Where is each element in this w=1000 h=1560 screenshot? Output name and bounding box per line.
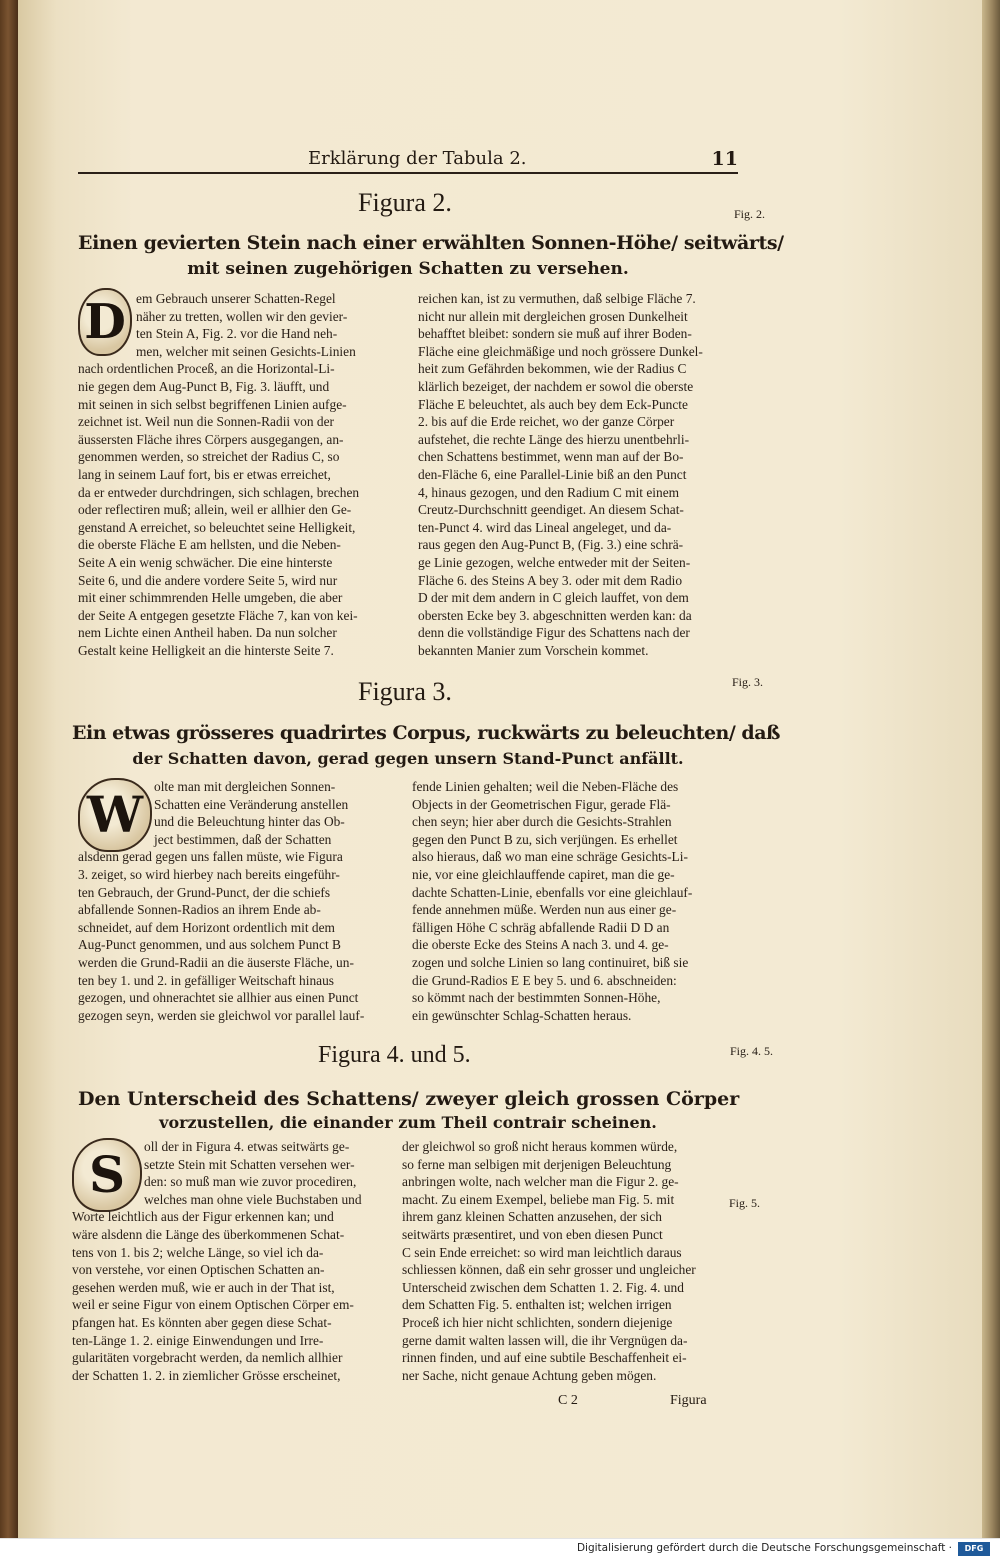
- footer-credit-text: Digitalisierung gefördert durch die Deutsche Forschungsgemeinschaft ·: [576, 1542, 952, 1554]
- text-line: Seite A ein wenig schwächer. Die eine hinterste: [78, 554, 333, 570]
- decorated-initial-d: D: [78, 288, 132, 356]
- text-line: ten Gebrauch, der Grund-Punct, der die schiefs: [78, 884, 331, 900]
- text-line: olte man mit dergleichen Sonnen-: [154, 779, 336, 794]
- text-line: näher zu tretten, wollen wir den gevier-: [136, 308, 348, 324]
- text-line: ihrem ganz kleinen Schatten anzusehen, der sich: [402, 1209, 662, 1225]
- text-line: Fläche E beleuchtet, als auch bey dem Eck-Puncte: [418, 396, 688, 412]
- decorated-initial-w: W: [78, 778, 152, 852]
- text-line: ge Linie gezogen, welche entweder mit der Seiten-: [418, 554, 691, 570]
- text-line: men, welcher mit seinen Gesichts-Linien: [136, 343, 356, 359]
- text-line: Schatten eine Veränderung anstellen: [154, 796, 349, 812]
- text-line: die oberste Fläche E am hellsten, und die Neben-: [78, 537, 341, 553]
- text-line: genstand A erreichet, so beleuchtet seine Helligkeit,: [78, 519, 356, 535]
- text-line: Seite 6, und die andere vordere Seite 5, wird nur: [78, 572, 338, 588]
- text-line: tens von 1. bis 2; welche Länge, so viel ich da-: [72, 1244, 324, 1260]
- book-spine-edge: [0, 0, 18, 1538]
- text-line: ner Sache, nicht genaue Achtung geben mögen.: [402, 1367, 657, 1383]
- text-line: nie gegen dem Aug-Punct B, Fig. 3. läufft, und: [78, 378, 330, 394]
- text-column-left: [72, 1138, 394, 1384]
- digitization-footer: [0, 1538, 1000, 1560]
- text-line: mit einer schimmrenden Helle umgeben, die aber: [78, 590, 343, 606]
- section-heading-figura-4-5: Figura 4. und 5.: [318, 1042, 471, 1068]
- text-line: die oberste Ecke des Steins A nach 3. und 4. ge-: [412, 937, 669, 953]
- text-line: rinnen finden, und auf eine subtile Beschaffenheit ei-: [402, 1350, 687, 1366]
- margin-note-fig-5: Fig. 5.: [729, 1196, 761, 1210]
- text-line: ten-Punct 4. wird das Lineal angeleget, und da-: [418, 519, 672, 535]
- text-line: zogen und solche Linien so lang continuiret, biß sie: [412, 954, 689, 970]
- text-line: den: so muß man wie zuvor procediren,: [144, 1174, 357, 1190]
- text-line: nem Lichte einen Antheil haben. Da nun solcher: [78, 625, 337, 641]
- text-line: gezogen seyn, werden sie gleichwol vor parallel lauf-: [78, 1007, 365, 1023]
- text-line: 3. zeiget, so wird hierbey nach bereits eingeführ-: [78, 866, 340, 882]
- catchword: Figura: [670, 1393, 707, 1408]
- text-line: schliessen können, daß ein sehr grosser und ungleicher: [402, 1262, 696, 1278]
- section-title-line-2: vorzustellen, die einander zum Theil contrair scheinen.: [159, 1113, 657, 1132]
- running-header: [78, 146, 738, 174]
- text-line: wäre alsdenn die Länge des überkommenen Schat-: [72, 1226, 345, 1242]
- section-title-line-2: mit seinen zugehörigen Schatten zu versehen.: [187, 259, 629, 279]
- section-title-line-1: Den Unterscheid des Schattens/ zweyer gleich grossen Cörper: [78, 1088, 740, 1110]
- text-line: denn die vollständige Figur des Schattens nach der: [418, 625, 690, 641]
- text-column-right: [412, 778, 736, 1024]
- text-line: behafftet bleibet: sondern sie muß auf ihrer Boden-: [418, 326, 692, 342]
- text-line: oll der in Figura 4. etwas seitwärts ge-: [144, 1139, 350, 1154]
- text-line: nicht nur allein mit dergleichen grosen Dunkelheit: [418, 308, 688, 324]
- text-line: die Grund-Radios E E bey 5. und 6. abschneiden:: [412, 972, 677, 988]
- text-line: so ferne man selbigen mit derjenigen Beleuchtung: [402, 1156, 672, 1172]
- text-line: Creutz-Durchschnitt geendiget. An diesem Schat-: [418, 502, 684, 518]
- text-line: also hieraus, daß wo man eine schräge Gesichts-Li-: [412, 849, 688, 865]
- section-title-line-1: Einen gevierten Stein nach einer erwählten Sonnen-Höhe/ seitwärts/: [78, 232, 784, 254]
- text-line: werden die Grund-Radii an die äuserste Fläche, un-: [78, 954, 354, 970]
- margin-note-fig-4-5: Fig. 4. 5.: [730, 1044, 774, 1058]
- text-line: ject bestimmen, daß der Schatten: [154, 831, 332, 847]
- text-line: raus gegen den Aug-Punct B, (Fig. 3.) eine schrä-: [418, 537, 684, 553]
- text-line: ten bey 1. und 2. in gefälliger Weitschaft hinaus: [78, 972, 335, 988]
- text-line: oder reflectiren muß; allein, weil er allhier den Ge-: [78, 502, 352, 518]
- text-line: gesehen werden muß, wie er auch in der That ist,: [72, 1279, 335, 1295]
- text-line: von verstehe, vor einen Optischen Schatten an-: [72, 1262, 325, 1278]
- text-line: dem Schatten Fig. 5. enthalten ist; welchen irrigen: [402, 1297, 672, 1313]
- text-line: abfallende Sonnen-Radios an ihrem Ende ab-: [78, 902, 321, 918]
- text-line: 2. bis auf die Erde reichet, wo der ganze Cörper: [418, 414, 675, 430]
- page-fore-edge: [982, 0, 1000, 1538]
- text-line: welches man ohne viele Buchstaben und: [144, 1191, 362, 1207]
- text-line: chen Schattens bestimmet, wenn man auf der Bo-: [418, 449, 684, 465]
- text-line: da er entweder durchdringen, sich schlagen, brechen: [78, 484, 360, 500]
- text-line: em Gebrauch unserer Schatten-Regel: [136, 291, 336, 306]
- text-line: gerne damit walten lassen will, die ihr Vergnügen da-: [402, 1332, 688, 1348]
- dfg-logo: DFG: [958, 1542, 990, 1556]
- text-line: bekannten Manier zum Vorschein kommet.: [418, 642, 649, 658]
- text-line: lang in seinem Lauf fort, bis er etwas erreichet,: [78, 466, 331, 482]
- text-line: fälligen Höhe C schräg abfallende Radii D D an: [412, 919, 670, 935]
- text-line: obersten Ecke bey 3. abgeschnitten werden kan: da: [418, 607, 692, 623]
- text-line: nach ordentlichen Proceß, an die Horizontal-Li-: [78, 361, 335, 377]
- text-line: aufstehet, die rechte Länge des hierzu unentbehrli-: [418, 431, 690, 447]
- section-heading-figura-2: Figura 2.: [358, 188, 452, 217]
- text-line: Fläche eine gleichmäßige und noch grössere Dunkel-: [418, 343, 703, 359]
- text-line: weil er seine Figur von einem Optischen Cörper em-: [72, 1297, 354, 1313]
- section-heading-figura-3: Figura 3.: [358, 677, 452, 706]
- text-line: heit zum Gefährden bekommen, wie der Radius C: [418, 361, 687, 377]
- text-line: gegen den Punct B zu, sich verjüngen. Es erhellet: [412, 831, 678, 847]
- text-line: gezogen, und ohnerachtet sie allhier aus einen Punct: [78, 990, 359, 1006]
- text-line: Objects in der Geometrischen Figur, gerade Flä-: [412, 796, 671, 812]
- text-line: setzte Stein mit Schatten versehen wer-: [144, 1156, 355, 1172]
- text-line: seitwärts præsentiret, und von eben diesen Punct: [402, 1226, 663, 1242]
- text-column-left: [78, 290, 396, 659]
- text-line: 4, hinaus gezogen, und den Radium C mit einem: [418, 484, 680, 500]
- text-line: äussersten Fläche ihres Cörpers ausgegangen, an-: [78, 431, 344, 447]
- text-line: Unterscheid zwischen dem Schatten 1. 2. Fig. 4. und: [402, 1279, 684, 1295]
- section-title-line-1: Ein etwas grösseres quadrirtes Corpus, ruckwärts zu beleuchten/ daß: [72, 722, 780, 744]
- text-line: der Schatten 1. 2. in ziemlicher Grösse erscheinet,: [72, 1367, 341, 1383]
- text-line: und die Beleuchtung hinter das Ob-: [154, 814, 345, 830]
- signature-mark: C 2: [558, 1393, 578, 1408]
- margin-note-fig-3: Fig. 3.: [732, 675, 764, 689]
- text-line: fende annehmen müße. Werden nun aus einer ge-: [412, 902, 677, 918]
- text-column-right: [402, 1138, 728, 1384]
- text-line: alsdenn gerad gegen uns fallen müste, wie Figura: [78, 849, 343, 865]
- text-line: Proceß ich hier nicht schlichten, sondern diejenige: [402, 1314, 673, 1330]
- text-line: ten-Länge 1. 2. einige Einwendungen und Irre-: [72, 1332, 324, 1348]
- section-title-line-2: der Schatten davon, gerad gegen unsern Stand-Punct anfällt.: [132, 749, 684, 768]
- text-line: Fläche 6. des Steins A bey 3. oder mit dem Radio: [418, 572, 683, 588]
- text-line: nie, vor eine gleichlauffende capiret, man die ge-: [412, 866, 675, 882]
- text-line: macht. Zu einem Exempel, beliebe man Fig. 5. mit: [402, 1191, 675, 1207]
- text-line: gularitäten vorgebracht werden, da nemlich allhier: [72, 1350, 343, 1366]
- text-line: ein gewünschter Schlag-Schatten heraus.: [412, 1007, 632, 1023]
- text-line: Worte leichtlich aus der Figur erkennen kan; und: [72, 1209, 334, 1225]
- page-number: 11: [711, 148, 738, 170]
- text-line: der gleichwol so groß nicht heraus kommen würde,: [402, 1139, 678, 1154]
- text-line: genommen werden, so streichet der Radius C, so: [78, 449, 340, 465]
- text-line: reichen kan, ist zu vermuthen, daß selbige Fläche 7.: [418, 291, 696, 306]
- margin-note-fig-2: Fig. 2.: [734, 207, 766, 221]
- text-column-right: [418, 290, 736, 659]
- text-line: Aug-Punct genommen, und aus solchem Punct B: [78, 937, 341, 953]
- text-line: so kömmt nach der bestimmten Sonnen-Höhe,: [412, 990, 661, 1006]
- text-line: C sein Ende erreichet: so wird man leichtlich daraus: [402, 1244, 682, 1260]
- text-line: der Seite A entgegen gesetzte Fläche 7, kan von kei-: [78, 607, 358, 623]
- decorated-initial-s: S: [72, 1138, 142, 1212]
- text-line: schneidet, auf dem Horizont ordentlich mit dem: [78, 919, 335, 935]
- text-line: klärlich bezeiget, der nachdem er sowol die oberste: [418, 378, 694, 394]
- text-line: Gestalt keine Helligkeit an die hinterste Seite 7.: [78, 642, 334, 658]
- text-line: ten Stein A, Fig. 2. vor die Hand neh-: [136, 326, 338, 342]
- text-line: anbringen wolte, nach welcher man die Figur 2. ge-: [402, 1174, 679, 1190]
- text-line: dachte Schatten-Linie, ebenfalls vor eine gleichlauf-: [412, 884, 693, 900]
- text-line: fende Linien gehalten; weil die Neben-Fläche des: [412, 779, 679, 794]
- text-column-left: [78, 778, 396, 1024]
- text-line: mit seinen in sich selbst begriffenen Linien aufge-: [78, 396, 347, 412]
- text-line: chen seyn; hier aber durch die Gesichts-Strahlen: [412, 814, 672, 830]
- text-line: D der mit dem andern in C gleich lauffet, von dem: [418, 590, 689, 606]
- text-line: pfangen hat. Es könnten aber gegen diese Schat-: [72, 1314, 332, 1330]
- running-header-title: Erklärung der Tabula 2.: [308, 148, 527, 169]
- text-line: den-Fläche 6, eine Parallel-Linie biß an den Punct: [418, 466, 687, 482]
- text-line: zeichnet ist. Weil nun die Sonnen-Radii von der: [78, 414, 335, 430]
